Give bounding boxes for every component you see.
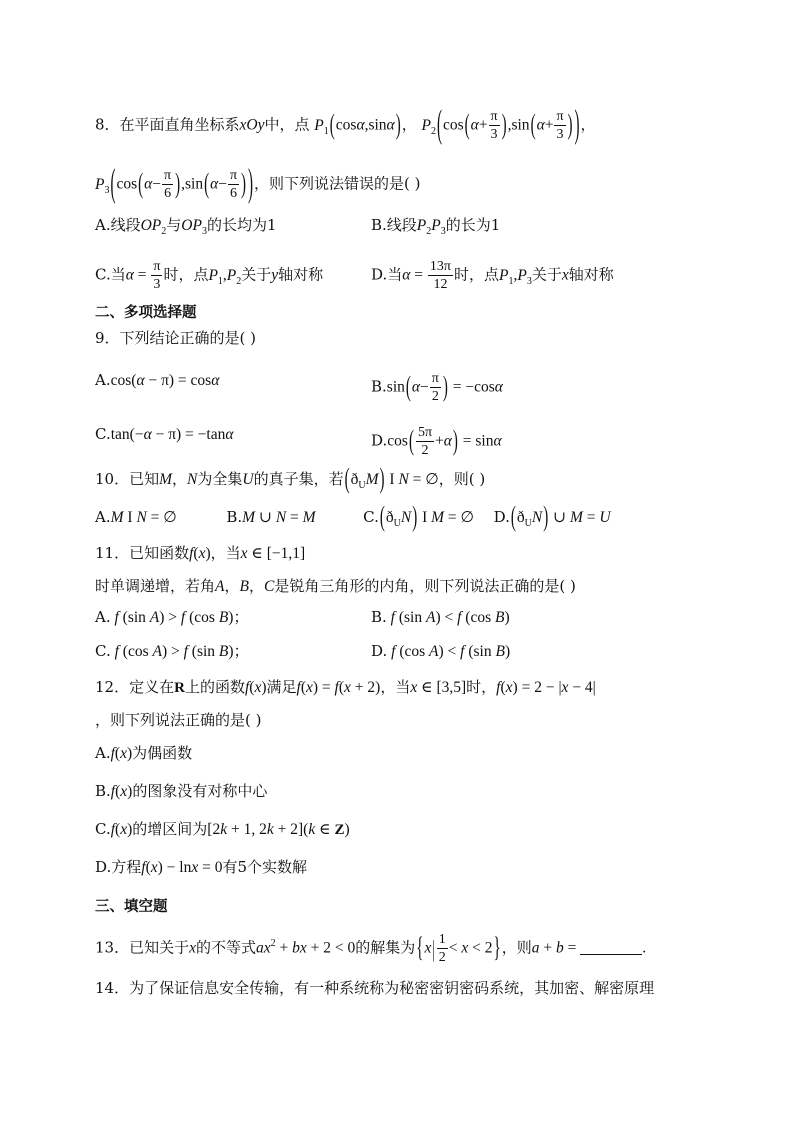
q12-stem-c: 满足 (266, 678, 297, 696)
section-heading-3: 三、填空题 (95, 899, 168, 915)
q11-line2-b: 是锐角三角形的内角，则下列说法正确的是( ) (274, 577, 576, 595)
q12-option-c: C.f(x)的增区间为[2k + 1, 2k + 2](k ∈ Z) (95, 820, 350, 838)
q11-stem-a: 11．已知函数 (95, 544, 190, 562)
q12-option-a: A.f(x)为偶函数 (95, 744, 193, 762)
q8-line1: 8．在平面直角坐标系xOy中，点 $P_1(\cos\alpha,\sin\alpha)$， $P_2(\cos(\alpha+$ $\frac{\pi}{3}$ ),sin(α+ $\frac{\pi}{3}$ ) )， (95, 104, 596, 147)
q8-optd-c: 关于 (531, 265, 562, 284)
q12-stem-d: ，当 (380, 678, 411, 696)
q10-stem-b: 为全集 (197, 470, 243, 488)
q11-line2: 时单调递增，若角A，B，C是锐角三角形的内角，则下列说法正确的是( ) (95, 577, 576, 595)
q8-opta-c: 的长均为1 (206, 216, 277, 234)
q8-optc-d: y (271, 266, 279, 284)
q12-option-d: D.方程f(x) − lnx = 0有5个实数解 (95, 858, 308, 876)
q12-a-text: 为偶函数 (132, 744, 193, 762)
q8-line2: $P_3(\cos(\alpha-$ $\frac{\pi}{6}$ ),sin(α− $\frac{\pi}{6}$ ) )，则下列说法错误的是( ) (95, 163, 421, 206)
q8-optd-a: D.当 (371, 265, 403, 284)
section-heading-2: 二、多项选择题 (95, 305, 197, 321)
q8-optc-b: 时，点 (163, 265, 209, 284)
q12-option-b: B.f(x)的图象没有对称中心 (95, 782, 268, 800)
q13-stem-c: 的解集为 (355, 938, 416, 957)
q8-optc-e: 轴对称 (278, 265, 324, 284)
q11-option-c: C. f (cos A) > f (sin B)； (95, 642, 249, 660)
q12-stem: 12．定义在R上的函数f(x)满足f(x) = f(x + 2)，当x ∈ [3,5]时，f(x) = 2 − |x − 4| (95, 678, 596, 696)
q10-stem-a: 10．已知 (95, 470, 160, 488)
q8-optc-a: C.当 (95, 265, 126, 284)
q8-option-d: D.当α = $\frac{13\pi}{12}$ 时，点$P_1,P_3$关于x轴对称 (371, 259, 614, 292)
q10-stem-c: 的真子集，若 (253, 470, 344, 488)
q11-option-d: D. f (cos A) < f (sin B) (371, 642, 511, 660)
q11-option-b: B. f (sin A) < f (cos B) (371, 608, 510, 626)
q8-option-a: A.线段$OP_2$与$OP_3$的长均为1 (95, 216, 277, 237)
q9-c-label: C. (95, 425, 111, 443)
q8-stem-a: 8．在平面直角坐标系 (95, 115, 240, 134)
q8-stem-c: ，则下列说法错误的是( ) (254, 174, 421, 193)
q8-xoy: xOy (239, 116, 265, 134)
q8-optd-d: x (561, 266, 569, 284)
q9-d-label: D. (371, 431, 388, 450)
q11-stem-b: ，当 (210, 544, 241, 562)
q9-option-a: A.cos(α − π) = cosα (95, 371, 220, 389)
q11-stem: 11．已知函数f(x)，当x ∈ [−1,1] (95, 544, 306, 562)
q12-b-text: 的图象没有对称中心 (132, 782, 268, 800)
q10-stem: 10．已知M，N为全集U的真子集，若$(ð_UM)$ I N = ∅，则( ) (95, 464, 486, 496)
q12-stem-e: 时， (466, 678, 497, 696)
q14-stem: 14．为了保证信息安全传输，有一种系统称为秘密密钥密码系统，其加密、解密原理 (95, 979, 655, 997)
q8-p3: $P_3$ (95, 175, 110, 196)
q8-optd-e: 轴对称 (568, 265, 614, 284)
q12-stem-a: 12．定义在 (95, 678, 175, 696)
q8-p2: $P_2$ (421, 116, 436, 137)
q8-opta-a: A.线段 (95, 216, 141, 234)
q9-b-label: B. (371, 377, 387, 396)
q13-stem-b: 的不等式 (195, 938, 256, 957)
q12-d-b: 有5个实数解 (222, 858, 308, 876)
q8-optb-a: B.线段 (371, 216, 417, 234)
q8-optd-b: 时，点 (453, 265, 499, 284)
q12-line2: ，则下列说法正确的是( ) (95, 711, 262, 729)
q12-c-text: 的增区间为 (132, 820, 208, 838)
q9-stem: 9．下列结论正确的是( ) (95, 329, 257, 347)
q8-opta-b: 与 (166, 216, 182, 234)
q9-option-b: B.sin(α− $\frac{\pi}{2}$ ) = −cosα (371, 371, 503, 404)
q8-option-b: B.线段$P_2P_3$的长为1 (371, 216, 501, 237)
q11-option-a: A. f (sin A) > f (cos B)； (95, 608, 249, 626)
q8-p1: $P_1$ (314, 116, 329, 137)
q10-stem-d: ，则( ) (438, 470, 486, 488)
q8-option-c: C.当α = $\frac{\pi}{3}$ 时，点$P_1,P_2$关于y轴对称 (95, 259, 324, 292)
q13-stem-d: ，则 (501, 938, 532, 957)
q8-optc-c: 关于 (241, 265, 272, 284)
q13-stem: 13．已知关于x的不等式$ax^2$ + bx + 2 < 0的解集为{x| $\frac{1}{2}$ < x < 2}，则a + b = . (95, 932, 647, 965)
q12-stem-b: 上的函数 (184, 678, 245, 696)
q9-option-c: C.tan(−α − π) = −tanα (95, 425, 234, 443)
q8-stem-b: 中，点 (264, 115, 310, 134)
q13-answer-blank (580, 954, 642, 955)
q8-optb-b: 的长为1 (445, 216, 501, 234)
q9-option-d: D.cos( $\frac{5\pi}{2}$ +α) = sinα (371, 425, 502, 458)
q13-stem-a: 13．已知关于 (95, 938, 190, 957)
q12-d-a: D.方程 (95, 858, 142, 876)
q11-line2-a: 时单调递增，若角 (95, 577, 216, 595)
q10-options: A.M I N = ∅ B.M ∪ N = M $C.(ð_UN)$ I M = ∅ $D.(ð_UN)$ ∪ M = U (95, 502, 611, 534)
q9-a-label: A. (95, 371, 111, 389)
